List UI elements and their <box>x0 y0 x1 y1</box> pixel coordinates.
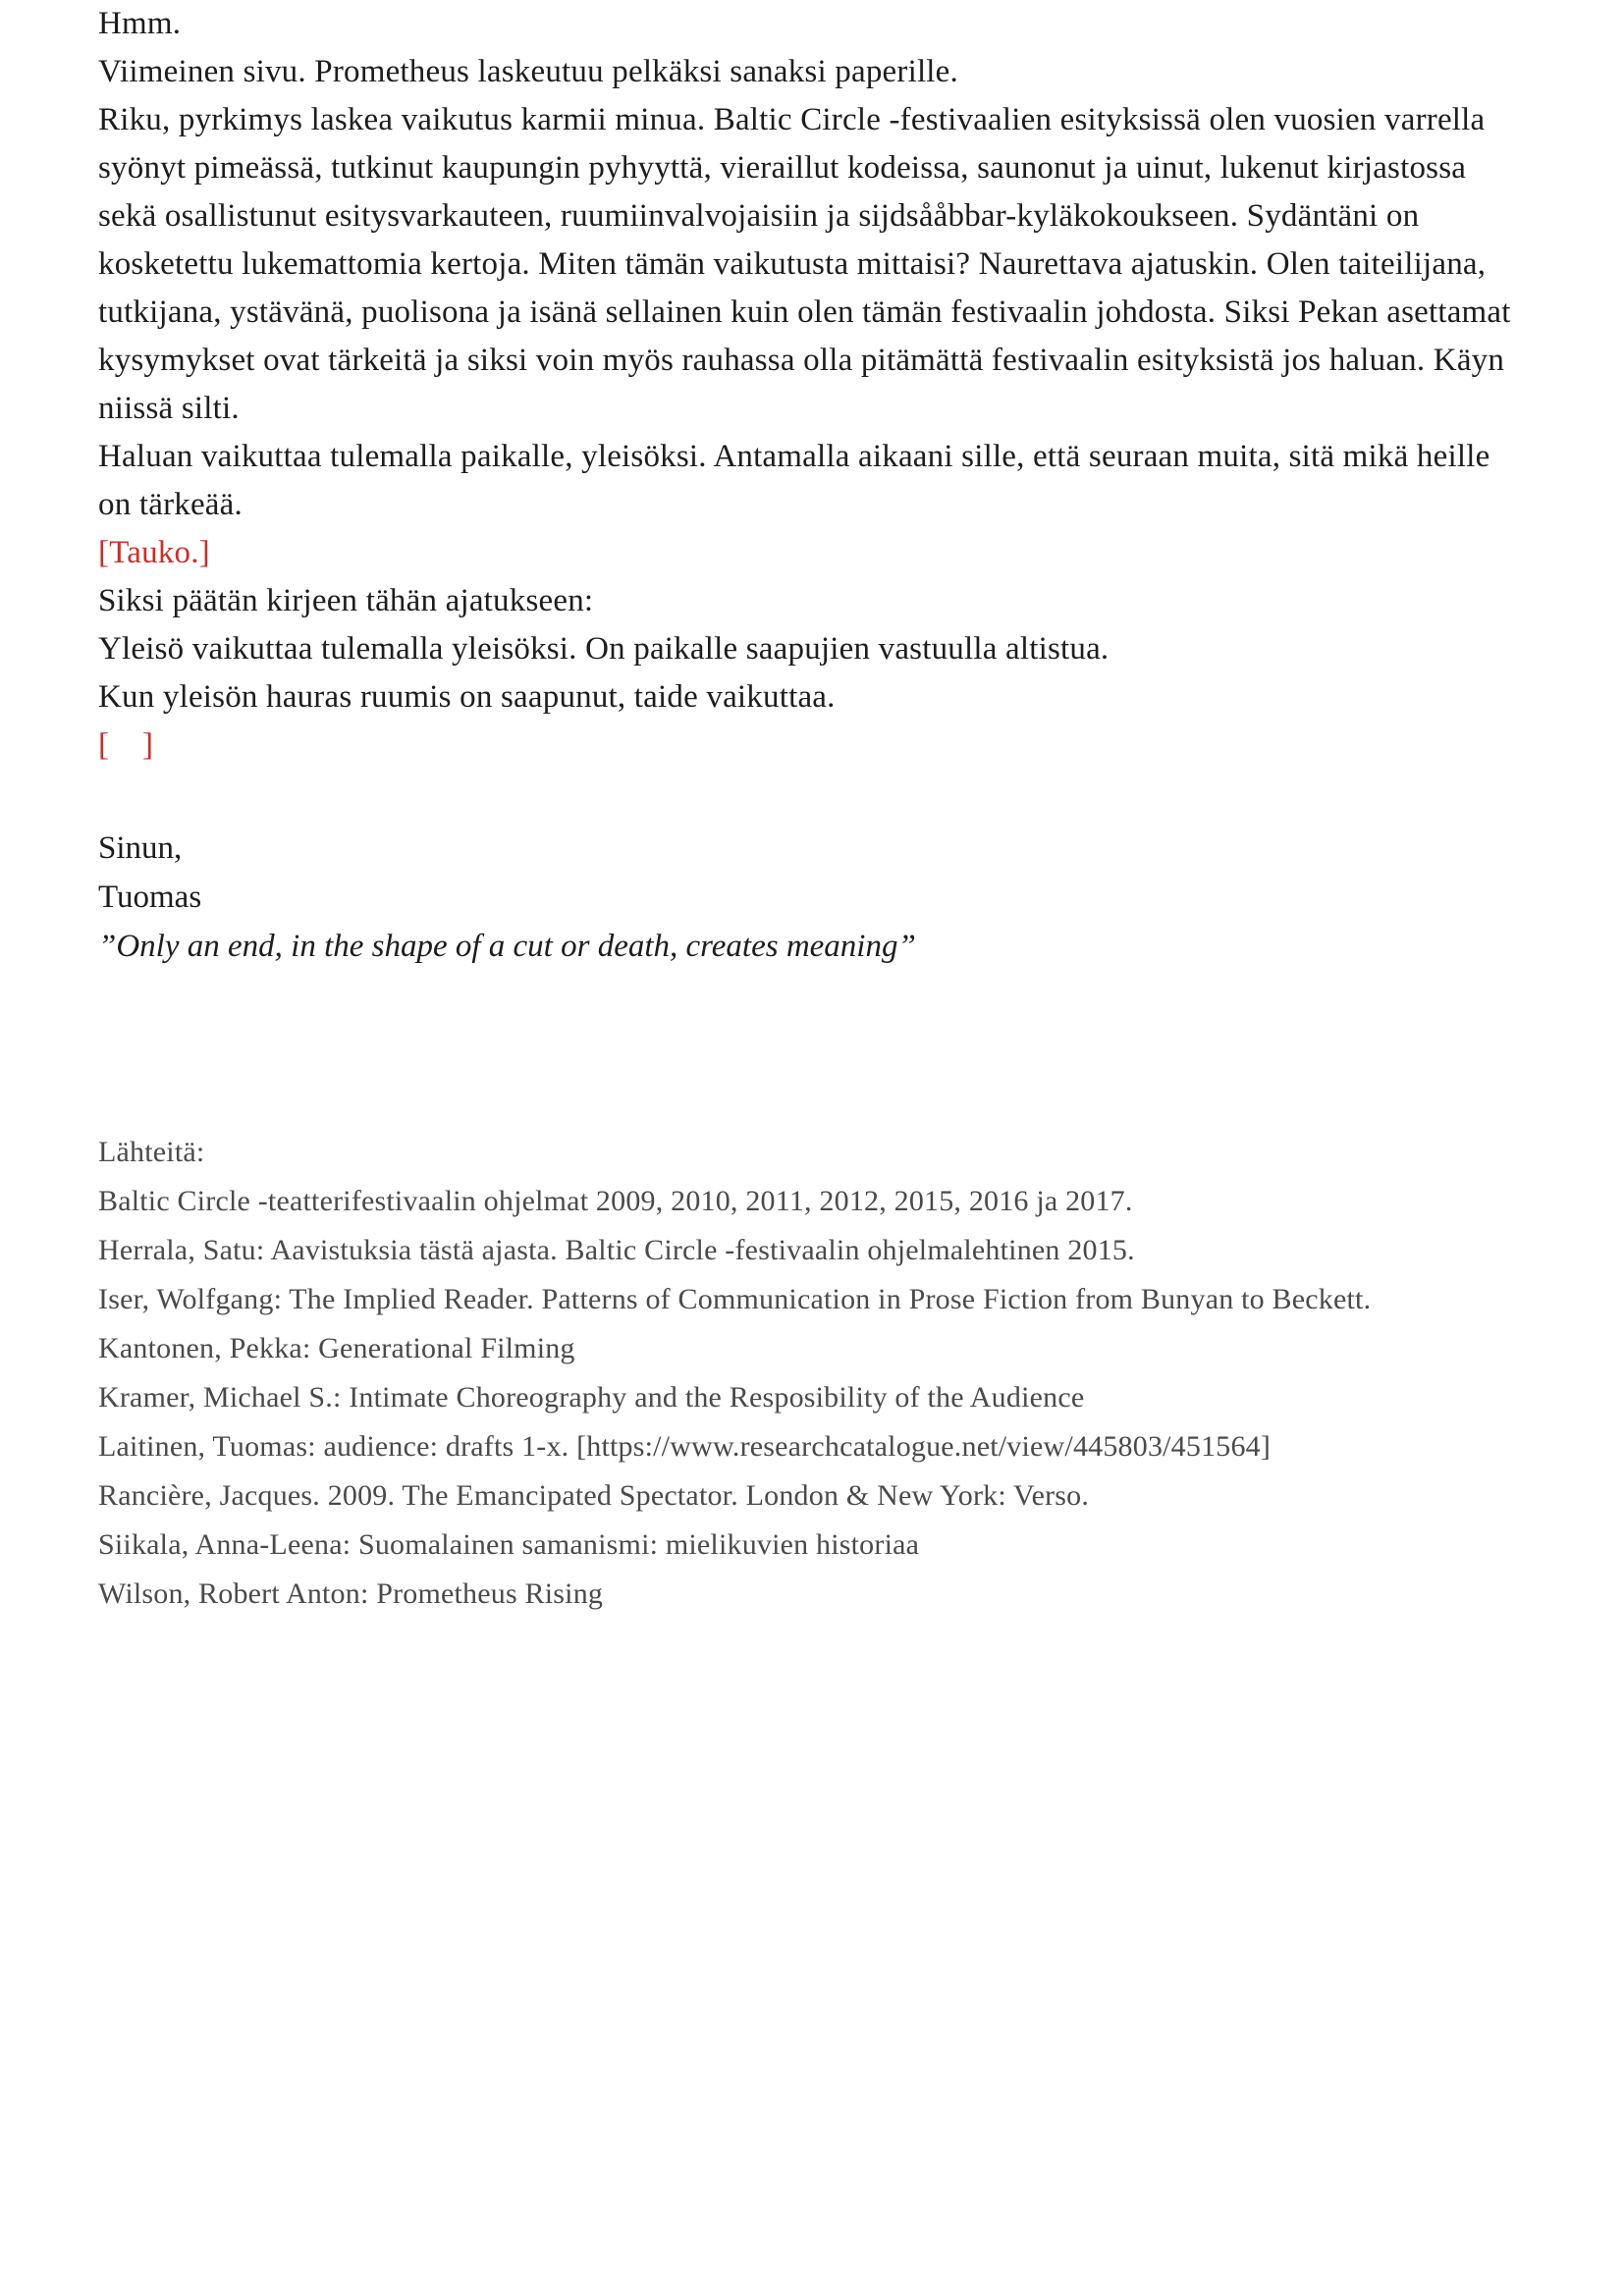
closing-quote: ”Only an end, in the shape of a cut or death, creates meaning” <box>98 929 916 964</box>
letter-body <box>98 0 1528 1619</box>
reference-item: Kramer, Michael S.: Intimate Choreography and the Resposibility of the Audience <box>98 1381 1085 1414</box>
references-section <box>98 1128 1528 1619</box>
signoff-block <box>98 824 1528 971</box>
reference-item: Iser, Wolfgang: The Implied Reader. Patterns of Communication in Prose Fiction from Bunyan to Beckett. <box>98 1283 1372 1315</box>
reference-item: Herrala, Satu: Aavistuksia tästä ajasta. Baltic Circle -festivaalin ohjelmalehtinen 2015. <box>98 1234 1135 1266</box>
pause-marker: [Tauko.] <box>98 535 210 570</box>
references-heading: Lähteitä: <box>98 1136 205 1168</box>
reference-item: Kantonen, Pekka: Generational Filming <box>98 1332 575 1364</box>
paragraph-opening: Hmm. <box>98 6 182 41</box>
reference-item: Wilson, Robert Anton: Prometheus Rising <box>98 1577 604 1610</box>
reference-item: Laitinen, Tuomas: audience: drafts 1-x. [https://www.researchcatalogue.net/view/445803/451564] <box>98 1430 1272 1463</box>
reference-item: Rancière, Jacques. 2009. The Emancipated Spectator. London & New York: Verso. <box>98 1479 1090 1512</box>
signoff-line-2: Tuomas <box>98 880 202 915</box>
reference-item: Siikala, Anna-Leena: Suomalainen samanismi: mielikuvien historiaa <box>98 1528 920 1561</box>
statement-fragile-body: Kun yleisön hauras ruumis on saapunut, taide vaikuttaa. <box>98 679 836 715</box>
reference-item: Baltic Circle -teatterifestivaalin ohjelmat 2009, 2010, 2011, 2012, 2015, 2016 ja 2017. <box>98 1185 1133 1217</box>
statement-audience-effect: Yleisö vaikuttaa tulemalla yleisöksi. On paikalle saapujien vastuulla altistua. <box>98 631 1110 667</box>
paragraph-last-page: Viimeinen sivu. Prometheus laskeutuu pelkäksi sanaksi paperille. <box>98 54 958 89</box>
empty-brackets-marker: [ ] <box>98 727 154 763</box>
signoff-line-1: Sinun, <box>98 830 183 866</box>
paragraph-impact: Riku, pyrkimys laskea vaikutus karmii minua. Baltic Circle -festivaalien esityksissä olen vuosien varrella syönyt pimeässä, tutkinut kaupungin pyhyyttä, vieraillut kodeissa, saunonut ja uinut, lukenut kirjastossa sekä osallistunut esitysvarkauteen, ruumiinvalvojaisiin ja sijdsååbbar-kyläkokoukseen. Sydäntäni on kosketettu lukemattomia kertoja. Miten tämän vaikutusta mittaisi? Naurettava ajatuskin. Olen taiteilijana, tutkijana, ystävänä, puolisona ja isänä sellainen kuin olen tämän festivaalin johdosta. Siksi Pekan asettamat kysymykset ovat tärkeitä ja siksi voin myös rauhassa olla pitämättä festivaalin esityksistä jos haluan. Käyn niissä silti. <box>98 102 1511 426</box>
paragraph-attend: Haluan vaikuttaa tulemalla paikalle, yleisöksi. Antamalla aikaani sille, että seuraan muita, sitä mikä heille on tärkeää. <box>98 439 1490 522</box>
statement-intro: Siksi päätän kirjeen tähän ajatukseen: <box>98 583 594 618</box>
